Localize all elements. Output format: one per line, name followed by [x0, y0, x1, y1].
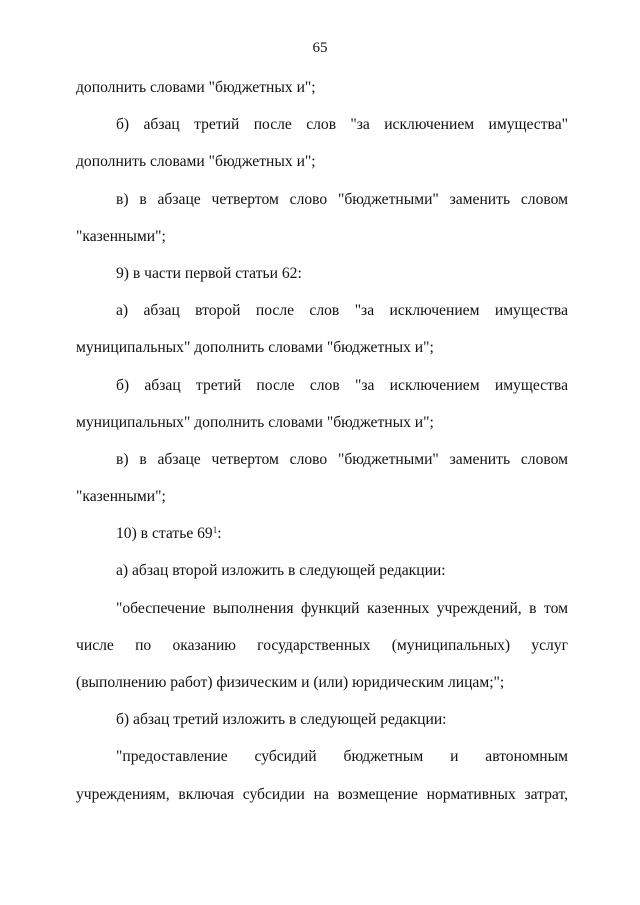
- text-line: [76, 112, 568, 149]
- text-line: [76, 558, 568, 595]
- text-line: [76, 744, 568, 781]
- text-line-content: дополнить словами "бюджетных и";: [76, 79, 316, 96]
- text-line-content: б) абзац третий после слов "за исключением имущества: [116, 376, 568, 394]
- text-line-content: учреждениям, включая субсидии на возмещение нормативных затрат,: [76, 785, 568, 803]
- text-line-content: муниципальных" дополнить словами "бюджетных и";: [76, 339, 434, 357]
- text-line-content: дополнить словами "бюджетных и";: [76, 153, 316, 171]
- text-line: [76, 410, 568, 447]
- text-line-content: а) абзац второй изложить в следующей редакции:: [116, 562, 446, 580]
- text-line-content: "казенными";: [76, 488, 166, 506]
- document-body: [76, 75, 568, 819]
- text-line: [76, 521, 568, 558]
- text-line: [76, 261, 568, 298]
- text-line-content: "предоставление субсидий бюджетным и автономным: [116, 748, 568, 766]
- text-line: [76, 75, 568, 112]
- text-line-content: б) абзац третий после слов "за исключением имущества": [116, 116, 568, 134]
- text-line: [76, 633, 568, 670]
- text-line-content: (выполнению работ) физическим и (или) юридическим лицам;";: [76, 674, 505, 691]
- text-line: [76, 373, 568, 410]
- text-line-suffix: :: [217, 525, 222, 543]
- text-line: [76, 596, 568, 633]
- text-line-content: 10) в статье 69: [116, 525, 213, 543]
- text-line: [76, 707, 568, 744]
- superscript: 1: [212, 525, 218, 536]
- text-line: [76, 187, 568, 224]
- text-line-content: числе по оказанию государственных (муниципальных) услуг: [76, 636, 568, 654]
- text-line-content: 9) в части первой статьи 62:: [116, 264, 302, 282]
- text-line: [76, 670, 568, 707]
- text-line-content: в) в абзаце четвертом слово "бюджетными" заменить словом: [116, 450, 568, 468]
- text-line: [76, 224, 568, 261]
- text-line-content: "казенными";: [76, 227, 166, 245]
- text-line-content: в) в абзаце четвертом слово "бюджетными" заменить словом: [116, 190, 568, 208]
- text-line: [76, 782, 568, 819]
- text-line-content: а) абзац второй после слов "за исключением имущества: [116, 302, 568, 320]
- text-line: [76, 149, 568, 186]
- text-line-content: муниципальных" дополнить словами "бюджетных и";: [76, 413, 434, 431]
- text-line: [76, 447, 568, 484]
- text-line: [76, 484, 568, 521]
- text-line: [76, 298, 568, 335]
- text-line-content: б) абзац третий изложить в следующей редакции:: [116, 711, 447, 729]
- page-number: 65: [312, 40, 328, 56]
- text-line: [76, 335, 568, 372]
- text-line-content: "обеспечение выполнения функций казенных учреждений, в том: [116, 599, 568, 617]
